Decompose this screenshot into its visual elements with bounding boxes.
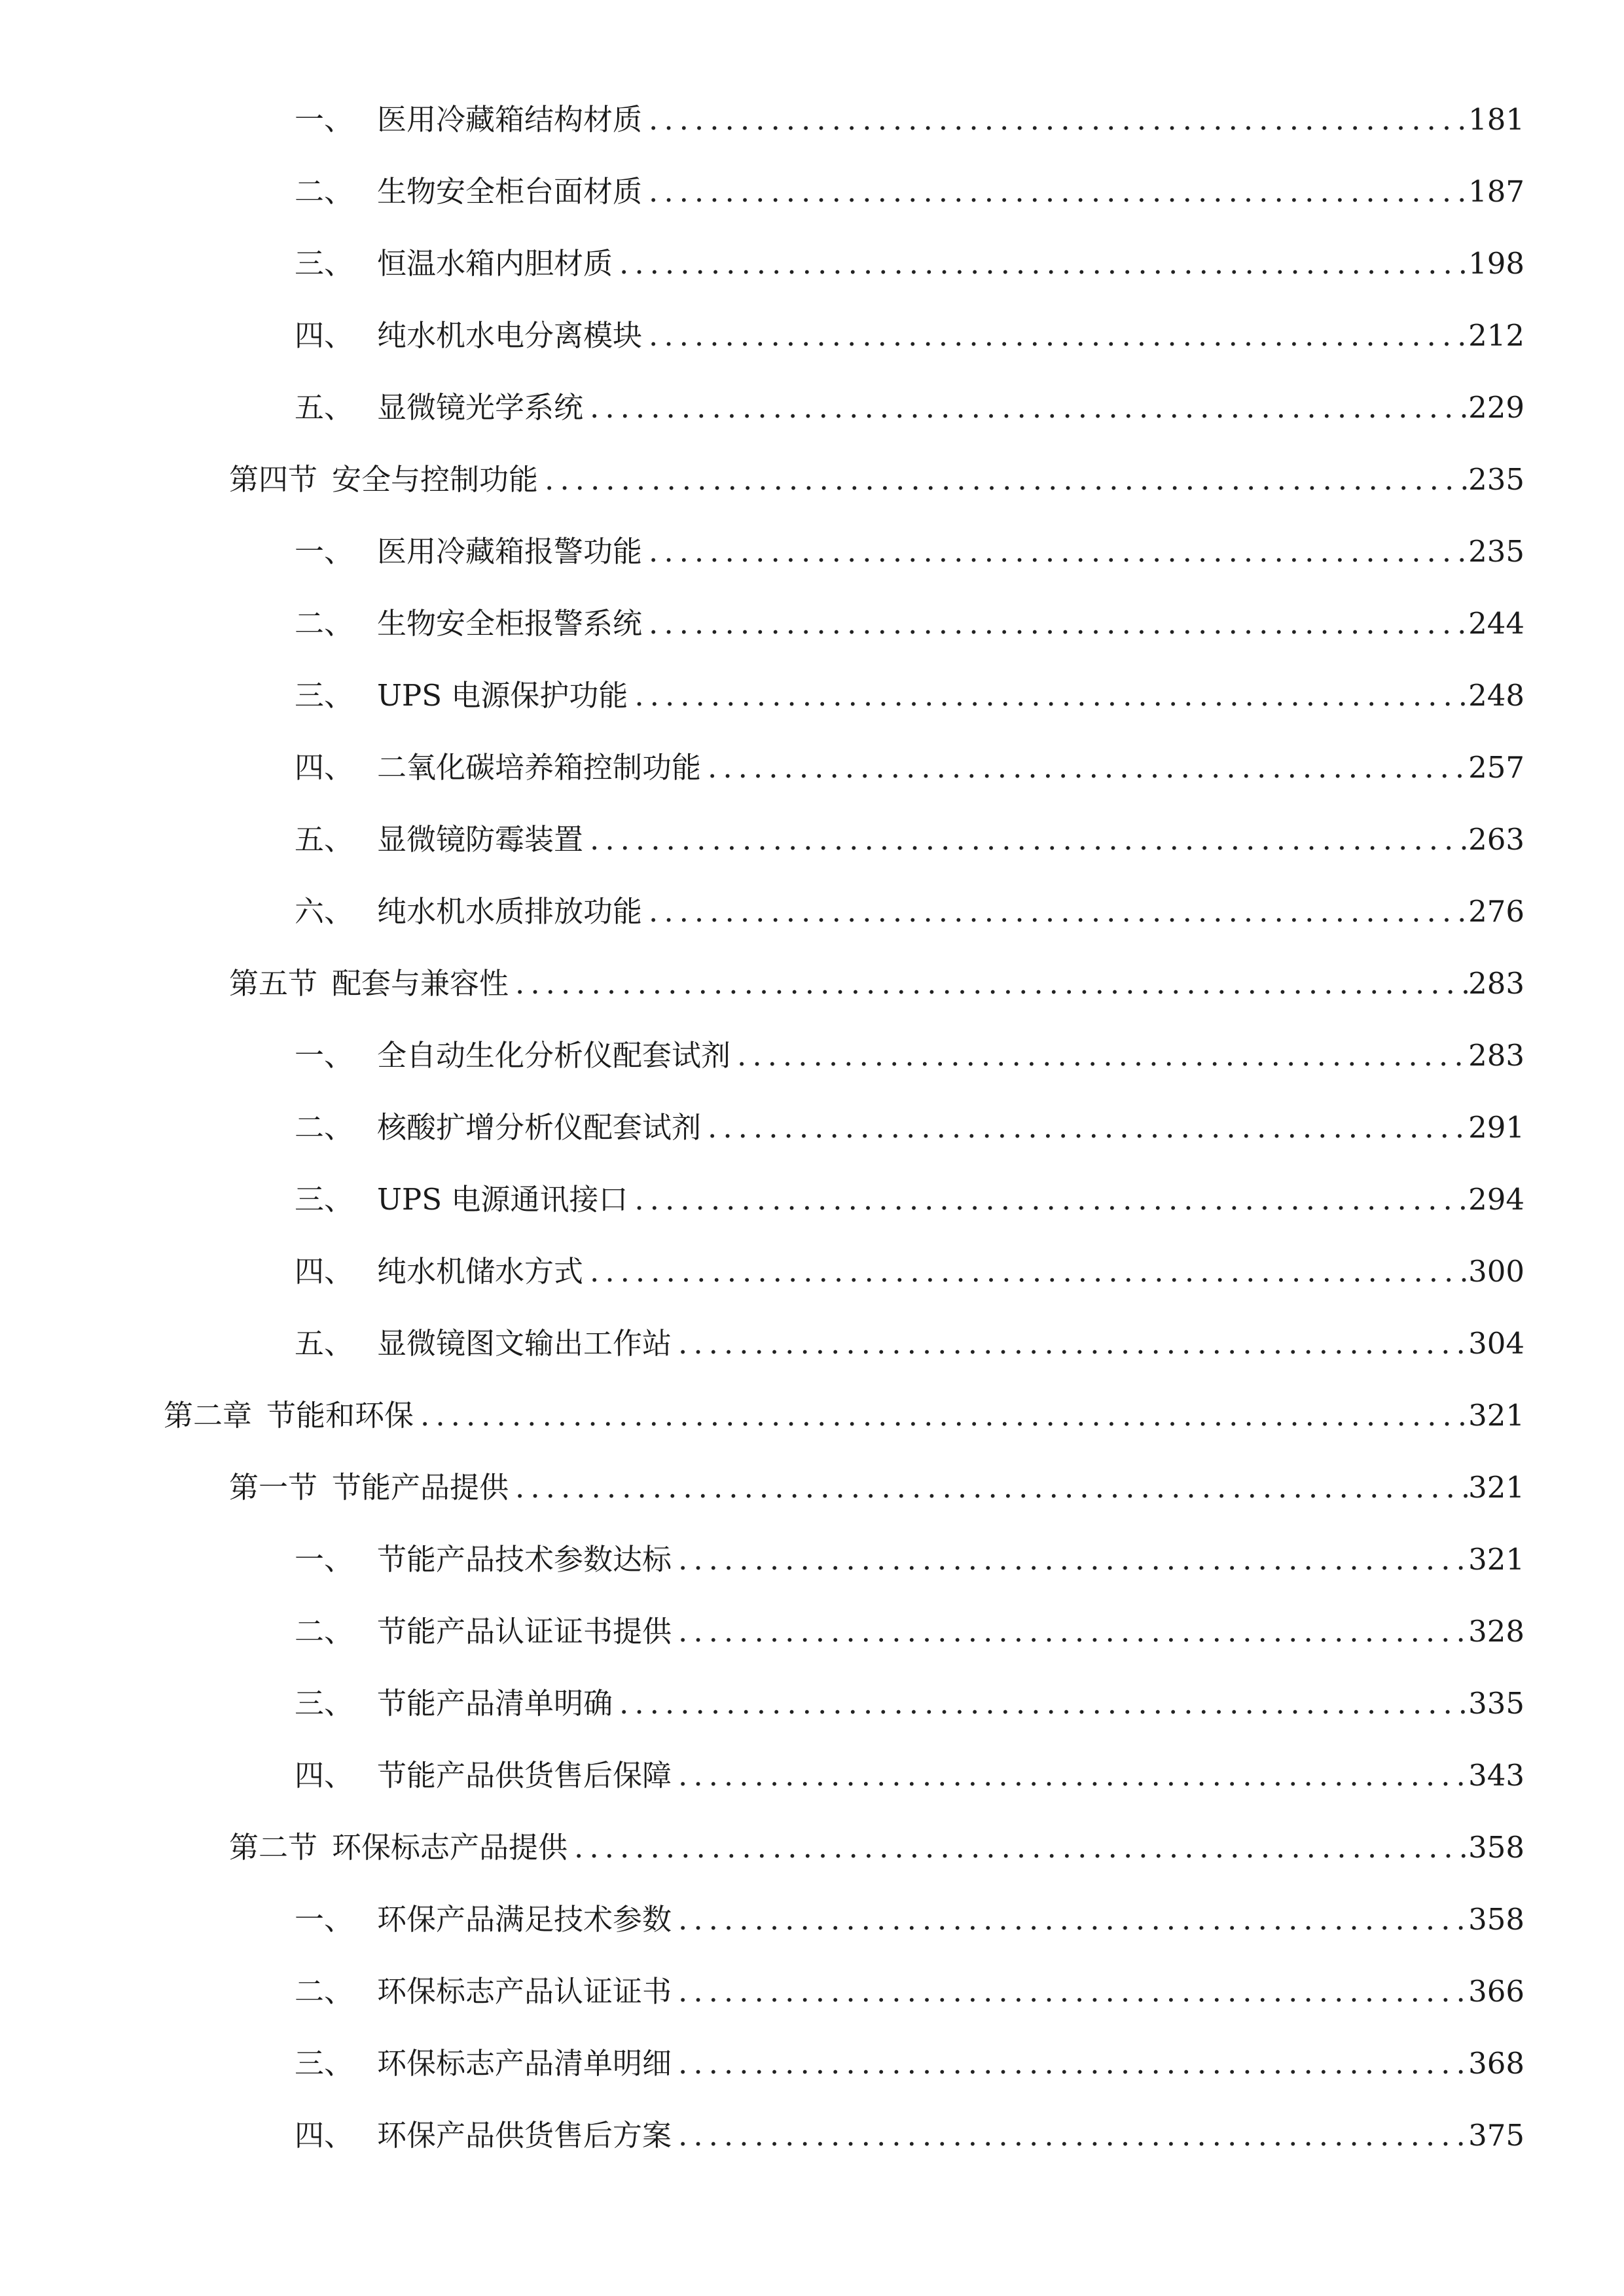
toc-entry-number: 四、 bbox=[295, 749, 354, 785]
toc-entry[interactable] bbox=[0, 1314, 1624, 1372]
toc-entry-page: 248 bbox=[1468, 677, 1525, 713]
toc-section-entry[interactable] bbox=[0, 1458, 1624, 1516]
dot-leader bbox=[678, 1329, 1468, 1358]
toc-entry-page: 368 bbox=[1468, 2045, 1525, 2081]
dot-leader bbox=[678, 2121, 1468, 2150]
toc-entry-title: 节能产品清单明确 bbox=[377, 1685, 613, 1721]
toc-entry[interactable] bbox=[0, 1962, 1624, 2020]
dot-leader bbox=[515, 1473, 1468, 1502]
toc-entry-title: 二氧化碳培养箱控制功能 bbox=[377, 749, 702, 785]
toc-entry-title: 纯水机水电分离模块 bbox=[377, 317, 643, 353]
toc-entry-number: 四、 bbox=[295, 1757, 354, 1793]
toc-entry[interactable] bbox=[0, 882, 1624, 941]
toc-entry-page: 335 bbox=[1468, 1685, 1525, 1721]
toc-entry-number: 第一节 bbox=[229, 1469, 318, 1505]
toc-entry-page: 321 bbox=[1468, 1541, 1525, 1577]
toc-entry[interactable] bbox=[0, 666, 1624, 725]
toc-entry-title: 节能产品认证证书提供 bbox=[377, 1613, 672, 1649]
toc-entry-title: 纯水机水质排放功能 bbox=[377, 893, 643, 929]
toc-entry-title: 生物安全柜报警系统 bbox=[377, 605, 643, 641]
toc-entry[interactable] bbox=[0, 2034, 1624, 2092]
toc-entry-page: 294 bbox=[1468, 1181, 1525, 1217]
dot-leader bbox=[619, 1689, 1468, 1718]
dot-leader bbox=[678, 1977, 1468, 2006]
toc-entry-number: 五、 bbox=[295, 389, 354, 425]
toc-entry-title: 环保产品满足技术参数 bbox=[377, 1901, 672, 1937]
toc-entry-page: 358 bbox=[1468, 1829, 1525, 1865]
dot-leader bbox=[678, 1905, 1468, 1934]
toc-entry[interactable] bbox=[0, 1026, 1624, 1085]
toc-entry-page: 328 bbox=[1468, 1613, 1525, 1649]
toc-entry-number: 一、 bbox=[295, 1037, 354, 1073]
toc-entry-page: 300 bbox=[1468, 1253, 1525, 1289]
toc-entry-number: 第五节 bbox=[229, 965, 318, 1001]
toc-entry-title: 配套与兼容性 bbox=[332, 965, 509, 1001]
dot-leader bbox=[708, 753, 1468, 782]
toc-entry-title: 安全与控制功能 bbox=[332, 461, 539, 497]
toc-entry-title: 节能产品提供 bbox=[332, 1469, 509, 1505]
toc-entry-title: 恒温水箱内胆材质 bbox=[377, 245, 613, 281]
toc-entry-title: UPS 电源保护功能 bbox=[377, 677, 628, 713]
toc-entry-number: 二、 bbox=[295, 1973, 354, 2009]
dot-leader bbox=[678, 2049, 1468, 2078]
toc-section-entry[interactable] bbox=[0, 450, 1624, 509]
toc-entry-page: 235 bbox=[1468, 461, 1525, 497]
toc-entry-number: 四、 bbox=[295, 1253, 354, 1289]
toc-entry-number: 一、 bbox=[295, 101, 354, 137]
toc-entry-page: 283 bbox=[1468, 1037, 1525, 1073]
toc-entry-page: 257 bbox=[1468, 749, 1525, 785]
dot-leader bbox=[634, 681, 1468, 710]
toc-entry[interactable] bbox=[0, 306, 1624, 365]
toc-entry-number: 第二节 bbox=[229, 1829, 318, 1865]
toc-entry[interactable] bbox=[0, 1530, 1624, 1588]
toc-entry-title: 医用冷藏箱结构材质 bbox=[377, 101, 643, 137]
toc-entry-page: 321 bbox=[1468, 1469, 1525, 1505]
toc-chapter-entry[interactable] bbox=[0, 1386, 1624, 1444]
toc-entry-number: 三、 bbox=[295, 1181, 354, 1217]
toc-entry-number: 二、 bbox=[295, 173, 354, 209]
toc-entry-page: 366 bbox=[1468, 1973, 1525, 2009]
toc-entry[interactable] bbox=[0, 1170, 1624, 1229]
toc-entry-page: 181 bbox=[1468, 101, 1525, 137]
dot-leader bbox=[649, 609, 1468, 638]
toc-entry[interactable] bbox=[0, 234, 1624, 293]
dot-leader bbox=[649, 897, 1468, 926]
toc-entry-page: 235 bbox=[1468, 533, 1525, 569]
toc-entry-page: 375 bbox=[1468, 2117, 1525, 2153]
toc-entry[interactable] bbox=[0, 1098, 1624, 1157]
toc-entry-number: 三、 bbox=[295, 1685, 354, 1721]
toc-entry-page: 276 bbox=[1468, 893, 1525, 929]
toc-entry[interactable] bbox=[0, 2106, 1624, 2164]
toc-entry-page: 304 bbox=[1468, 1325, 1525, 1361]
toc-entry-number: 二、 bbox=[295, 1613, 354, 1649]
toc-entry-page: 187 bbox=[1468, 173, 1525, 209]
toc-entry-number: 一、 bbox=[295, 533, 354, 569]
dot-leader bbox=[737, 1041, 1468, 1070]
dot-leader bbox=[678, 1761, 1468, 1790]
toc-entry-page: 283 bbox=[1468, 965, 1525, 1001]
toc-section-entry[interactable] bbox=[0, 1818, 1624, 1876]
toc-entry-number: 二、 bbox=[295, 605, 354, 641]
toc-entry-number: 三、 bbox=[295, 245, 354, 281]
toc-section-entry[interactable] bbox=[0, 954, 1624, 1013]
dot-leader bbox=[678, 1617, 1468, 1646]
toc-entry[interactable] bbox=[0, 1890, 1624, 1948]
toc-entry-page: 198 bbox=[1468, 245, 1525, 281]
toc-entry-number: 一、 bbox=[295, 1541, 354, 1577]
toc-entry[interactable] bbox=[0, 1674, 1624, 1732]
toc-entry[interactable] bbox=[0, 594, 1624, 653]
toc-entry-title: 环保标志产品清单明细 bbox=[377, 2045, 672, 2081]
toc-entry-title: 生物安全柜台面材质 bbox=[377, 173, 643, 209]
toc-entry-title: 环保标志产品认证证书 bbox=[377, 1973, 672, 2009]
toc-entry-number: 二、 bbox=[295, 1109, 354, 1145]
toc-entry-title: 医用冷藏箱报警功能 bbox=[377, 533, 643, 569]
toc-entry[interactable] bbox=[0, 810, 1624, 869]
toc-entry-number: 四、 bbox=[295, 2117, 354, 2153]
dot-leader bbox=[649, 537, 1468, 566]
dot-leader bbox=[420, 1401, 1468, 1430]
dot-leader bbox=[590, 1257, 1468, 1286]
toc-entry-page: 358 bbox=[1468, 1901, 1525, 1937]
toc-entry-page: 263 bbox=[1468, 821, 1525, 857]
toc-entry-number: 五、 bbox=[295, 821, 354, 857]
dot-leader bbox=[649, 177, 1468, 206]
toc-entry-title: 显微镜图文输出工作站 bbox=[377, 1325, 672, 1361]
toc-entry[interactable] bbox=[0, 1242, 1624, 1300]
toc-entry-number: 五、 bbox=[295, 1325, 354, 1361]
toc-entry-title: 环保产品供货售后方案 bbox=[377, 2117, 672, 2153]
dot-leader bbox=[590, 825, 1468, 854]
dot-leader bbox=[574, 1833, 1468, 1862]
dot-leader bbox=[708, 1113, 1468, 1142]
toc-entry-title: 纯水机储水方式 bbox=[377, 1253, 584, 1289]
toc-entry-title: 显微镜防霉装置 bbox=[377, 821, 584, 857]
toc-entry-title: 显微镜光学系统 bbox=[377, 389, 584, 425]
dot-leader bbox=[634, 1185, 1468, 1214]
toc-entry-number: 六、 bbox=[295, 893, 354, 929]
toc-entry-number: 三、 bbox=[295, 2045, 354, 2081]
toc-entry[interactable] bbox=[0, 378, 1624, 437]
toc-entry-page: 343 bbox=[1468, 1757, 1525, 1793]
toc-entry-number: 第二章 bbox=[164, 1397, 253, 1433]
dot-leader bbox=[619, 249, 1468, 278]
toc-entry-title: 节能和环保 bbox=[266, 1397, 414, 1433]
toc-entry-page: 321 bbox=[1468, 1397, 1525, 1433]
toc-entry-number: 三、 bbox=[295, 677, 354, 713]
toc-entry-title: 环保标志产品提供 bbox=[332, 1829, 568, 1865]
dot-leader bbox=[590, 393, 1468, 422]
toc-entry-page: 229 bbox=[1468, 389, 1525, 425]
toc-entry-number: 一、 bbox=[295, 1901, 354, 1937]
toc-entry[interactable] bbox=[0, 90, 1624, 149]
toc-entry-page: 212 bbox=[1468, 317, 1525, 353]
toc-entry[interactable] bbox=[0, 738, 1624, 797]
dot-leader bbox=[649, 105, 1468, 134]
toc-entry[interactable] bbox=[0, 162, 1624, 221]
toc-entry-title: UPS 电源通讯接口 bbox=[377, 1181, 628, 1217]
dot-leader bbox=[515, 969, 1468, 998]
dot-leader bbox=[545, 465, 1468, 494]
toc-entry[interactable] bbox=[0, 1602, 1624, 1660]
toc-entry-title: 节能产品供货售后保障 bbox=[377, 1757, 672, 1793]
toc-entry-title: 核酸扩增分析仪配套试剂 bbox=[377, 1109, 702, 1145]
toc-entry-page: 244 bbox=[1468, 605, 1525, 641]
toc-entry-number: 四、 bbox=[295, 317, 354, 353]
toc-entry-page: 291 bbox=[1468, 1109, 1525, 1145]
toc-entry[interactable] bbox=[0, 522, 1624, 581]
toc-entry-title: 全自动生化分析仪配套试剂 bbox=[377, 1037, 731, 1073]
dot-leader bbox=[678, 1545, 1468, 1574]
toc-entry[interactable] bbox=[0, 1746, 1624, 1804]
dot-leader bbox=[649, 321, 1468, 350]
toc-entry-number: 第四节 bbox=[229, 461, 318, 497]
toc-entry-title: 节能产品技术参数达标 bbox=[377, 1541, 672, 1577]
